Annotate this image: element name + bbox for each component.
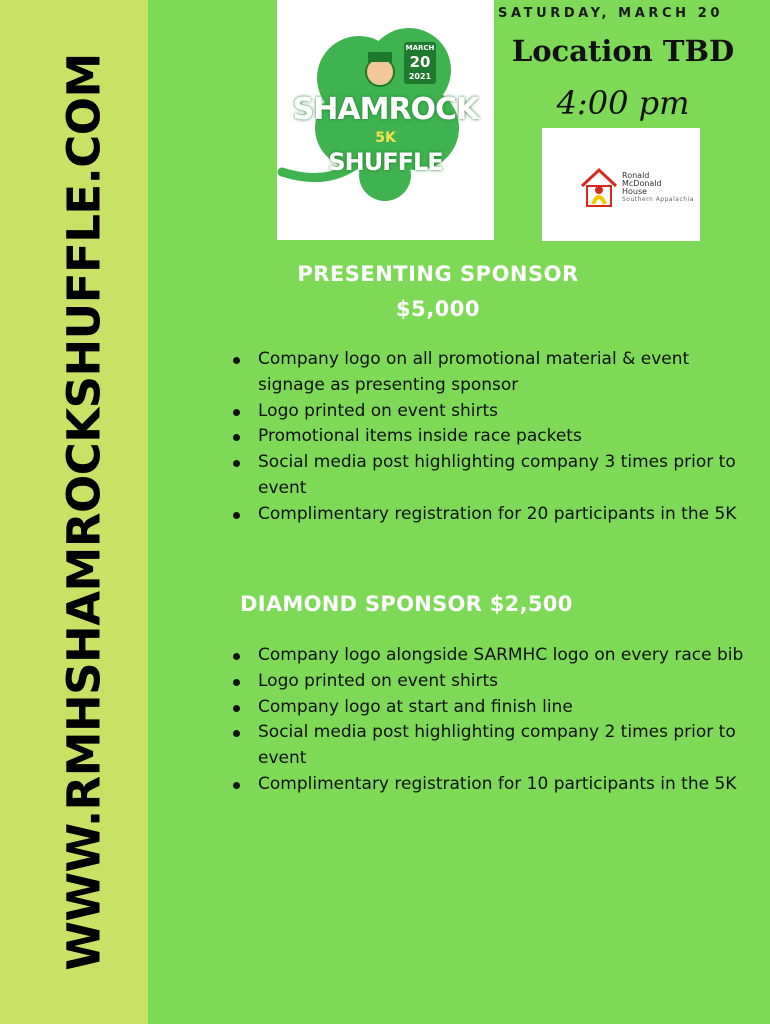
list-item: Complimentary registration for 20 participants in the 5K bbox=[232, 502, 752, 528]
rmh-logo bbox=[542, 128, 700, 241]
badge-day: 20 bbox=[409, 53, 431, 71]
badge-year: 2021 bbox=[408, 72, 432, 81]
event-location: Location TBD bbox=[511, 34, 735, 68]
rmh-line-4: Southern Appalachia bbox=[622, 196, 694, 203]
presenting-sponsor-title: PRESENTING SPONSOR bbox=[297, 262, 579, 286]
logo-word-shuffle: SHUFFLE bbox=[328, 148, 443, 176]
list-item: Company logo on all promotional material & event signage as presenting sponsor bbox=[232, 347, 752, 399]
list-item: Social media post highlighting company 3 times prior to event bbox=[232, 450, 752, 502]
shamrock-shuffle-logo bbox=[277, 0, 494, 240]
presenting-benefits-list bbox=[232, 347, 752, 528]
rmh-logo-text bbox=[622, 172, 694, 204]
diamond-sponsor-title: DIAMOND SPONSOR $2,500 bbox=[240, 592, 573, 616]
presenting-sponsor-price: $5,000 bbox=[395, 297, 481, 321]
event-date: SATURDAY, MARCH 20 bbox=[498, 6, 724, 21]
logo-word-shamrock: SHAMROCK bbox=[292, 92, 479, 127]
website-url: WWW.RMHSHAMROCKSHUFFLE.COM bbox=[57, 53, 111, 971]
list-item: Social media post highlighting company 2 times prior to event bbox=[232, 720, 752, 772]
list-item: Company logo alongside SARMHC logo on every race bib bbox=[232, 643, 752, 669]
rmh-line-2: McDonald bbox=[622, 179, 662, 188]
event-time: 4:00 pm bbox=[556, 84, 690, 122]
list-item: Company logo at start and finish line bbox=[232, 695, 752, 721]
list-item: Promotional items inside race packets bbox=[232, 424, 752, 450]
logo-word-5k: 5K bbox=[375, 130, 396, 146]
rmh-line-1: Ronald bbox=[622, 171, 650, 180]
list-item: Logo printed on event shirts bbox=[232, 669, 752, 695]
list-item: Complimentary registration for 10 participants in the 5K bbox=[232, 772, 752, 798]
rmh-line-3: House bbox=[622, 187, 648, 196]
list-item: Logo printed on event shirts bbox=[232, 399, 752, 425]
badge-month: MARCH bbox=[405, 44, 435, 52]
diamond-benefits-list bbox=[232, 643, 752, 798]
